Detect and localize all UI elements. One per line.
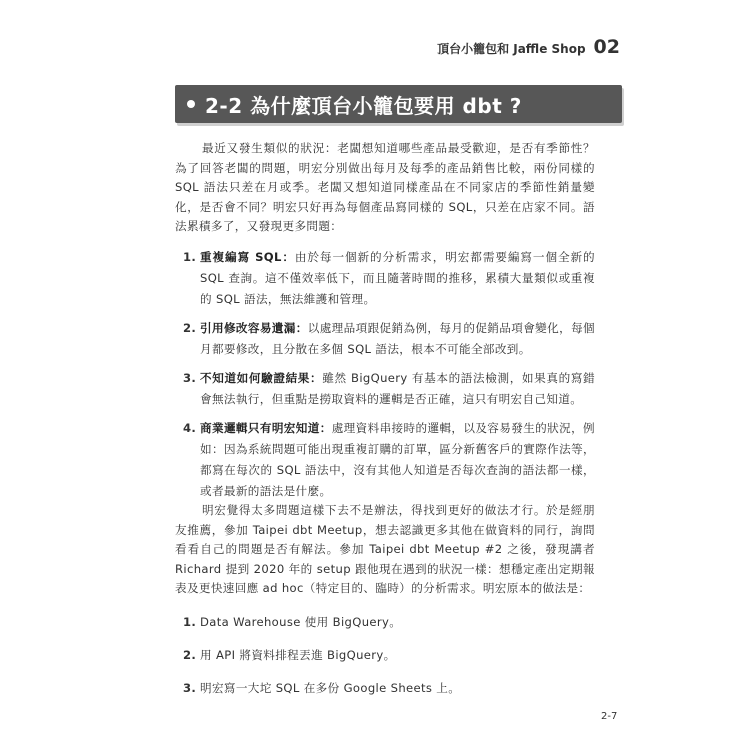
list-item-body xyxy=(200,418,595,502)
page-number: 2-7 xyxy=(601,711,618,722)
list-item-text: 處理資料串接時的邏輯，以及容易發生的狀況，例如：因為系統問題可能出現重複訂購的訂單，區分新舊客戶的實際作法等，都寫在每次的 SQL 語法中，沒有其他人知道是否每次查詢的語法都一樣，或者最新的語法是什麼。 xyxy=(200,421,596,498)
running-title: 頂台小籠包和 Jaffle Shop xyxy=(437,42,586,56)
list-item xyxy=(183,612,595,633)
list-item-number: 4. xyxy=(183,421,197,435)
list-item-text: 由於每一個新的分析需求，明宏都需要編寫一個全新的 SQL 查詢。這不僅效率低下，而且隨著時間的推移，累積大量類似或重複的 SQL 語法，無法維護和管理。 xyxy=(200,250,595,306)
list-item-heading: 引用修改容易遺漏： xyxy=(200,321,308,335)
list-item-heading: 不知道如何驗證結果： xyxy=(200,371,323,385)
meetup-paragraph: 明宏覺得太多問題這樣下去不是辦法，得找到更好的做法才行。於是經朋友推薦，參加 Taipei dbt Meetup，想去認識更多其他在做資料的同行，詢問看看自己的問題是否有解法。參加 Taipei dbt Meetup #2 之後，發現講者 Richard 提到 2020 年的 setup 跟他現在遇到的狀況一樣：想穩定產出定期報表及更快速回應 ad hoc（特定目的、臨時）的分析需求。明宏原本的做法是： xyxy=(175,503,595,596)
problem-list xyxy=(183,247,595,510)
list-item-body xyxy=(200,368,595,410)
list-item-text: 明宏寫一大坨 SQL 在多份 Google Sheets 上。 xyxy=(200,681,461,695)
list-item-number: 3. xyxy=(183,371,197,385)
list-item-heading: 重複編寫 SQL： xyxy=(200,250,295,264)
intro-paragraph: 最近又發生類似的狀況：老闆想知道哪些產品最受歡迎，是否有季節性？為了回答老闆的問題，明宏分別做出每月及每季的產品銷售比較，兩份同樣的 SQL 語法只差在月或季。老闆又想知道同樣產品在不同家店的季節性銷量變化，是否會不同？明宏只好再為每個產品寫同樣的 SQL，只差在店家不同。語法累積多了，又發現更多問題： xyxy=(175,141,595,234)
list-item-number: 2. xyxy=(183,648,197,662)
list-item-text: 以處理品項跟促銷為例，每月的促銷品項會變化，每個月都要修改，且分散在多個 SQL 語法，根本不可能全部改到。 xyxy=(200,321,595,356)
list-item-number: 1. xyxy=(183,250,197,264)
list-item-body xyxy=(200,247,595,310)
list-item xyxy=(183,418,595,502)
list-item xyxy=(183,247,595,310)
section-title: 2-2 為什麼頂台小籠包要用 dbt ? xyxy=(205,93,522,118)
list-item-number: 1. xyxy=(183,615,197,629)
list-item xyxy=(183,318,595,360)
list-item-body xyxy=(200,318,595,360)
list-item-text: 用 API 將資料排程丟進 BigQuery。 xyxy=(200,648,396,662)
list-item-text: Data Warehouse 使用 BigQuery。 xyxy=(200,615,402,629)
list-item xyxy=(183,368,595,410)
chapter-number: 02 xyxy=(593,36,620,58)
list-item xyxy=(183,678,595,699)
steps-list xyxy=(183,612,595,711)
list-item-text: 雖然 BigQuery 有基本的語法檢測，如果真的寫錯會無法執行，但重點是撈取資料的邏輯是否正確，這只有明宏自己知道。 xyxy=(200,371,595,406)
running-head xyxy=(437,36,620,58)
section-heading-bar xyxy=(175,85,622,123)
list-item-number: 2. xyxy=(183,321,197,335)
bullet-dot-icon xyxy=(187,100,195,108)
list-item-heading: 商業邏輯只有明宏知道： xyxy=(200,421,332,435)
list-item xyxy=(183,645,595,666)
list-item-number: 3. xyxy=(183,681,197,695)
